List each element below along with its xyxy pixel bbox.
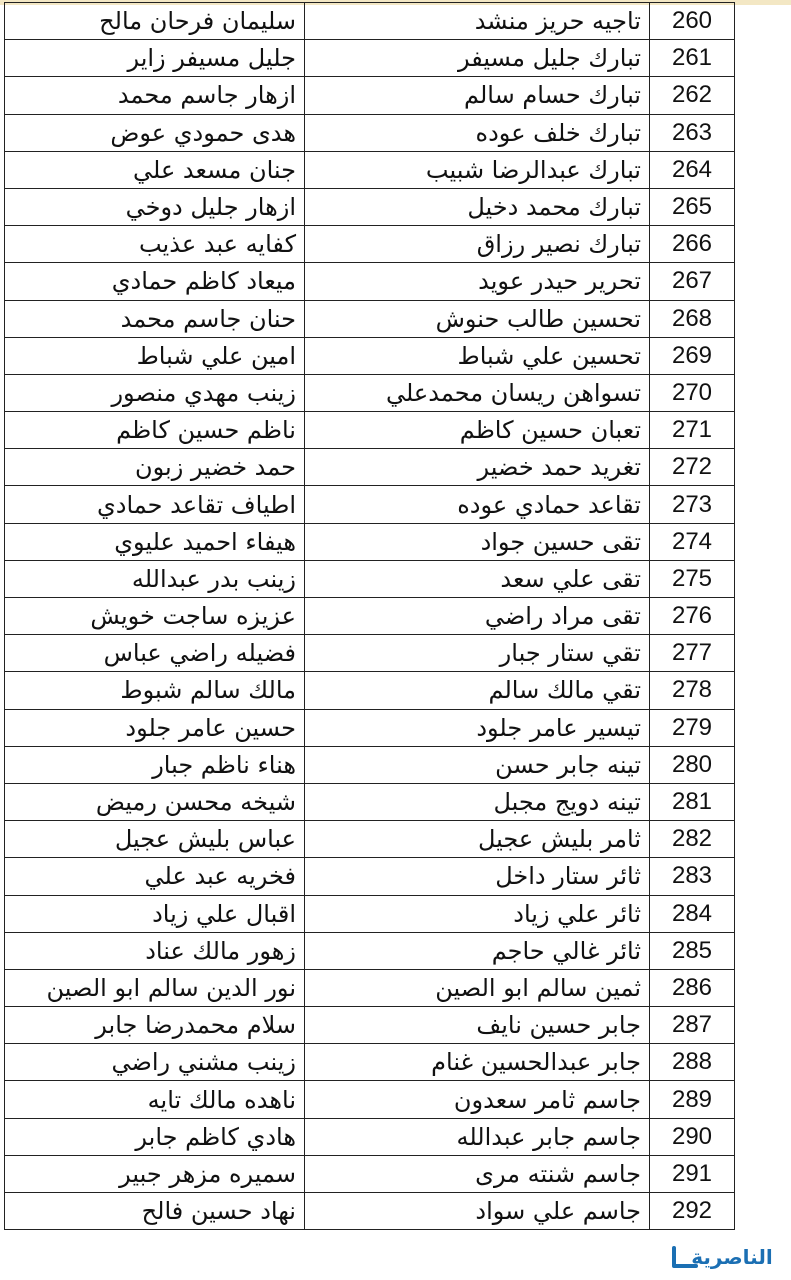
site-logo <box>664 1234 788 1278</box>
relative-name-cell: زهور مالك عناد <box>5 932 305 969</box>
table-row <box>5 226 735 263</box>
row-number-cell: 277 <box>650 635 735 672</box>
relative-name-cell: حنان جاسم محمد <box>5 300 305 337</box>
row-number-cell: 272 <box>650 449 735 486</box>
person-name-cell: تبارك جليل مسيفر <box>305 40 650 77</box>
row-number-cell: 275 <box>650 560 735 597</box>
relative-name-cell: ناهده مالك تايه <box>5 1081 305 1118</box>
relative-name-cell: نهاد حسين فالح <box>5 1193 305 1230</box>
row-number-cell: 271 <box>650 412 735 449</box>
person-name-cell: جابر عبدالحسين غنام <box>305 1044 650 1081</box>
person-name-cell: تبارك عبدالرضا شبيب <box>305 151 650 188</box>
person-name-cell: تحسين علي شباط <box>305 337 650 374</box>
row-number-cell: 268 <box>650 300 735 337</box>
person-name-cell: تسواهن ريسان محمدعلي <box>305 374 650 411</box>
row-number-cell: 283 <box>650 858 735 895</box>
relative-name-cell: ناظم حسين كاظم <box>5 412 305 449</box>
table-row <box>5 523 735 560</box>
table-row <box>5 821 735 858</box>
row-number-cell: 284 <box>650 895 735 932</box>
relative-name-cell: هدى حمودي عوض <box>5 114 305 151</box>
person-name-cell: ثمين سالم ابو الصين <box>305 969 650 1006</box>
person-name-cell: جاسم علي سواد <box>305 1193 650 1230</box>
relative-name-cell: ازهار جليل دوخي <box>5 188 305 225</box>
row-number-cell: 262 <box>650 77 735 114</box>
person-name-cell: تبارك محمد دخيل <box>305 188 650 225</box>
person-name-cell: تيسير عامر جلود <box>305 709 650 746</box>
relative-name-cell: اقبال علي زياد <box>5 895 305 932</box>
row-number-cell: 292 <box>650 1193 735 1230</box>
table-row <box>5 858 735 895</box>
row-number-cell: 264 <box>650 151 735 188</box>
row-number-cell: 269 <box>650 337 735 374</box>
row-number-cell: 291 <box>650 1155 735 1192</box>
row-number-cell: 285 <box>650 932 735 969</box>
relative-name-cell: حسين عامر جلود <box>5 709 305 746</box>
person-name-cell: تبارك نصير رزاق <box>305 226 650 263</box>
row-number-cell: 280 <box>650 746 735 783</box>
person-name-cell: تقى مراد راضي <box>305 598 650 635</box>
person-name-cell: تينه جابر حسن <box>305 746 650 783</box>
names-table-body <box>5 3 735 1230</box>
row-number-cell: 273 <box>650 486 735 523</box>
row-number-cell: 260 <box>650 3 735 40</box>
relative-name-cell: فخريه عبد علي <box>5 858 305 895</box>
table-row <box>5 40 735 77</box>
table-row <box>5 374 735 411</box>
relative-name-cell: فضيله راضي عباس <box>5 635 305 672</box>
row-number-cell: 287 <box>650 1007 735 1044</box>
table-row <box>5 783 735 820</box>
table-row <box>5 635 735 672</box>
row-number-cell: 270 <box>650 374 735 411</box>
person-name-cell: تينه دويج مجبل <box>305 783 650 820</box>
relative-name-cell: ميعاد كاظم حمادي <box>5 263 305 300</box>
table-row <box>5 151 735 188</box>
row-number-cell: 289 <box>650 1081 735 1118</box>
table-row <box>5 412 735 449</box>
row-number-cell: 286 <box>650 969 735 1006</box>
person-name-cell: تحسين طالب حنوش <box>305 300 650 337</box>
table-row <box>5 672 735 709</box>
person-name-cell: ثامر بليش عجيل <box>305 821 650 858</box>
person-name-cell: ثائر غالي حاجم <box>305 932 650 969</box>
table-row <box>5 1118 735 1155</box>
relative-name-cell: جنان مسعد علي <box>5 151 305 188</box>
relative-name-cell: شيخه محسن رميض <box>5 783 305 820</box>
person-name-cell: ثائر علي زياد <box>305 895 650 932</box>
relative-name-cell: نور الدين سالم ابو الصين <box>5 969 305 1006</box>
relative-name-cell: هيفاء احميد عليوي <box>5 523 305 560</box>
row-number-cell: 282 <box>650 821 735 858</box>
person-name-cell: تقي ستار جبار <box>305 635 650 672</box>
table-row <box>5 1081 735 1118</box>
row-number-cell: 274 <box>650 523 735 560</box>
person-name-cell: تقى علي سعد <box>305 560 650 597</box>
row-number-cell: 267 <box>650 263 735 300</box>
person-name-cell: تعبان حسين كاظم <box>305 412 650 449</box>
relative-name-cell: سليمان فرحان مالح <box>5 3 305 40</box>
person-name-cell: تقي مالك سالم <box>305 672 650 709</box>
person-name-cell: تغريد حمد خضير <box>305 449 650 486</box>
table-row <box>5 932 735 969</box>
table-row <box>5 486 735 523</box>
table-row <box>5 114 735 151</box>
person-name-cell: تاجيه حريز منشد <box>305 3 650 40</box>
person-name-cell: ثائر ستار داخل <box>305 858 650 895</box>
row-number-cell: 290 <box>650 1118 735 1155</box>
row-number-cell: 278 <box>650 672 735 709</box>
row-number-cell: 276 <box>650 598 735 635</box>
row-number-cell: 265 <box>650 188 735 225</box>
person-name-cell: تقى حسين جواد <box>305 523 650 560</box>
relative-name-cell: زينب مشني راضي <box>5 1044 305 1081</box>
table-row <box>5 895 735 932</box>
table-row <box>5 449 735 486</box>
relative-name-cell: سلام محمدرضا جابر <box>5 1007 305 1044</box>
table-row <box>5 746 735 783</box>
table-row <box>5 1007 735 1044</box>
person-name-cell: جاسم جابر عبدالله <box>305 1118 650 1155</box>
relative-name-cell: ازهار جاسم محمد <box>5 77 305 114</box>
table-row <box>5 1193 735 1230</box>
table-row <box>5 300 735 337</box>
row-number-cell: 279 <box>650 709 735 746</box>
person-name-cell: جاسم شنته مرى <box>305 1155 650 1192</box>
row-number-cell: 288 <box>650 1044 735 1081</box>
names-table <box>4 2 735 1230</box>
relative-name-cell: زينب مهدي منصور <box>5 374 305 411</box>
table-row <box>5 188 735 225</box>
relative-name-cell: حمد خضير زبون <box>5 449 305 486</box>
row-number-cell: 266 <box>650 226 735 263</box>
svg-text:الناصرية: الناصرية <box>691 1245 773 1269</box>
person-name-cell: تبارك خلف عوده <box>305 114 650 151</box>
table-row <box>5 263 735 300</box>
table-row <box>5 560 735 597</box>
relative-name-cell: اطياف تقاعد حمادي <box>5 486 305 523</box>
person-name-cell: تقاعد حمادي عوده <box>305 486 650 523</box>
person-name-cell: جابر حسين نايف <box>305 1007 650 1044</box>
relative-name-cell: هناء ناظم جبار <box>5 746 305 783</box>
row-number-cell: 261 <box>650 40 735 77</box>
relative-name-cell: سميره مزهر جبير <box>5 1155 305 1192</box>
relative-name-cell: زينب بدر عبدالله <box>5 560 305 597</box>
table-row <box>5 1155 735 1192</box>
logo-icon <box>666 1236 786 1276</box>
row-number-cell: 281 <box>650 783 735 820</box>
table-row <box>5 3 735 40</box>
relative-name-cell: امين علي شباط <box>5 337 305 374</box>
table-row <box>5 1044 735 1081</box>
person-name-cell: تحرير حيدر عويد <box>305 263 650 300</box>
row-number-cell: 263 <box>650 114 735 151</box>
table-row <box>5 598 735 635</box>
relative-name-cell: عباس بليش عجيل <box>5 821 305 858</box>
table-row <box>5 77 735 114</box>
relative-name-cell: مالك سالم شبوط <box>5 672 305 709</box>
person-name-cell: جاسم ثامر سعدون <box>305 1081 650 1118</box>
person-name-cell: تبارك حسام سالم <box>305 77 650 114</box>
table-row <box>5 709 735 746</box>
relative-name-cell: هادي كاظم جابر <box>5 1118 305 1155</box>
relative-name-cell: كفايه عبد عذيب <box>5 226 305 263</box>
relative-name-cell: عزيزه ساجت خويش <box>5 598 305 635</box>
relative-name-cell: جليل مسيفر زاير <box>5 40 305 77</box>
table-row <box>5 337 735 374</box>
table-row <box>5 969 735 1006</box>
